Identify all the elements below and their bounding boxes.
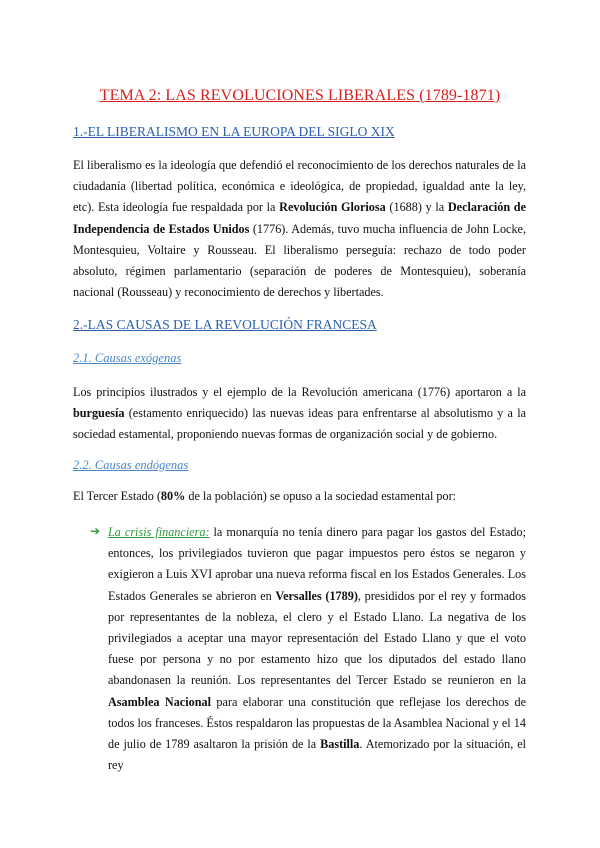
text-span: (estamento enriquecido) las nuevas ideas para enfrentarse al absolutismo y a la sociedad estamental, proponiendo nuevas formas de organización social y de gobierno. bbox=[73, 406, 526, 442]
text-span: El liberalismo es la ideología que defendió el reconocimiento de los derechos naturales de la ciudadanía (libertad política, económica e ideológica, de propiedad, igualdad ante la ley, etc). Esta ideología fue respaldada por la bbox=[73, 158, 526, 215]
text-span: (1688) y la bbox=[385, 200, 448, 215]
arrow-bullet-icon: ➔ bbox=[90, 524, 101, 538]
text-span: Los principios ilustrados y el ejemplo de la Revolución americana (1776) aportaron a la bbox=[73, 385, 526, 399]
bold-asamblea-nacional: Asamblea Nacional bbox=[108, 694, 211, 709]
bold-versalles: Versalles (1789) bbox=[275, 588, 358, 603]
text-span: (1776). Además, tuvo mucha influencia de John Locke, Montesquieu, Voltaire y Rousseau. El liberalismo perseguía: rechazo de todo poder absoluto, régimen parlamentario (separación de poderes de Montesquieu), soberanía nacional (Rousseau) y reconocimiento de derechos y libertades. bbox=[73, 221, 526, 300]
section-heading-causas: 2.-LAS CAUSAS DE LA REVOLUCIÓN FRANCESA bbox=[73, 317, 377, 332]
bold-revolucion-gloriosa: Revolución Gloriosa bbox=[279, 200, 386, 215]
paragraph-liberalismo bbox=[73, 155, 526, 303]
subheading-causas-exogenas: 2.1. Causas exógenas bbox=[73, 351, 182, 365]
text-span: para elaborar una constitución que reflejase los derechos de todos los franceses. Éstos respaldaron las propuestas de la Asamblea Nacional y el 14 de julio de 1789 asaltaron la prisión de la bbox=[108, 694, 526, 752]
crisis-financiera-link[interactable]: La crisis financiera: bbox=[108, 525, 210, 539]
bullet-text bbox=[108, 522, 526, 776]
text-span: . Atemorizado por la situación, el rey bbox=[108, 737, 526, 773]
bold-burguesia: burguesía bbox=[73, 406, 125, 421]
text-span: de la población) se opuso a la sociedad estamental por: bbox=[185, 489, 457, 503]
section-heading-liberalismo: 1.-EL LIBERALISMO EN LA EUROPA DEL SIGLO XIX bbox=[73, 124, 395, 139]
bold-bastilla: Bastilla bbox=[320, 737, 360, 752]
text-span: la monarquía no tenía dinero para pagar los gastos del Estado; entonces, los privilegiados tuvieron que pagar impuestos pero éstos se negaron y exigieron a Luis XVI aprobar una nueva reforma fiscal en los Estados Generales. Los Estados Generales se abrieron en bbox=[108, 525, 526, 603]
paragraph-causas-exogenas bbox=[73, 382, 526, 446]
text-span: El Tercer Estado ( bbox=[73, 489, 161, 503]
bold-declaracion-independencia: Declaración de Independencia de Estados Unidos bbox=[73, 200, 526, 236]
text-span: , presididos por el rey y formados por representantes de la nobleza, el clero y el Estado Llano. La negativa de los privilegiados a aceptar una mayor representación del Estado Llano y que el voto fuese por persona y no por estamento hizo que los diputados del estado llano abandonasen la reunión. Los representantes del Tercer Estado se reunieron en la bbox=[108, 588, 526, 688]
document-title: TEMA 2: LAS REVOLUCIONES LIBERALES (1789-1871) bbox=[99, 87, 501, 104]
subheading-causas-endogenas: 2.2. Causas endógenas bbox=[73, 458, 189, 472]
paragraph-tercer-estado bbox=[73, 489, 456, 504]
bold-percentage: 80% bbox=[160, 489, 186, 503]
